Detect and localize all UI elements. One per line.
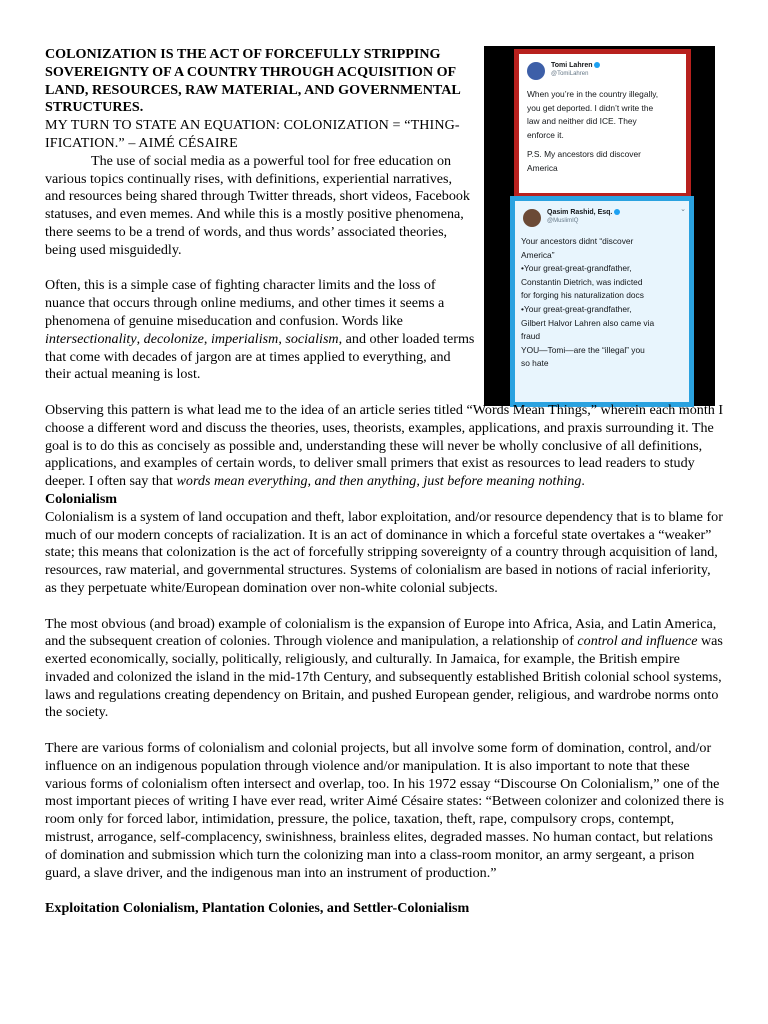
tweet-line: Constantin Dietrich, was indicted [521,276,643,287]
paragraph-words: Often, this is a simple case of fighting character limits and the loss of nuance that occurs through online mediums, and other times it seems a phenomena of genuine miseducation and confusion. Words like intersectionality, decolonize, imperialism, socialism, and other loaded terms that come with decades of jargon are at times applied to everything, and their actual meaning is lost. [45,277,475,383]
tweet-line: •Your great-great-grandfather, [521,263,632,274]
paragraph-series: Observing this pattern is what lead me to the idea of an article series titled “Words Mean Things,” wherein each month I choose a different word and discuss the theories, uses, theorists, examples, applications, and praxis surrounding it. The goal is to do this as concisely as possible and, understanding these will never be wholly conclusive of all definitions, applications, and examples of certain words, to deliver small primers that exist as resources to lead readers to study deeper. I often say that words mean everything, and then anything, just before meaning nothing. [45,401,724,490]
section-title-exploitation: Exploitation Colonialism, Plantation Colonies, and Settler-Colonialism [45,900,470,917]
tweet-author-handle: @TomiLahren [551,71,589,77]
tweet-line: law and neither did ICE. They [527,116,637,127]
tweet-author-name: Tomi Lahren [551,62,593,69]
tweet-line: YOU—Tomi—are the “illegal” you [521,344,645,355]
tweet-line: so hate [521,358,549,369]
tweet-line: When you’re in the country illegally, [527,89,659,99]
tweet-line: fraud [521,331,541,342]
paragraph-example: The most obvious (and broad) example of colonialism is the expansion of Europe into Africa, Asia, and Latin America, and the subsequent creation of colonies. Through violence and manipulation, a relationship of control and influence was exerted economically, socially, politically, religiously, and culturally. In Jamaica, for example, the British empire invaded and colonized the island in the mid-17th Century, and subsequently established British colonial school systems, laws and regulations creating dependency on Britain, and pushed European gender, religious, and wardrobe norms onto the society. [45,615,723,721]
tweet-author-name: Qasim Rashid, Esq. [547,209,613,216]
tweet-line: America” [521,249,555,260]
paragraph-definition: Colonialism is a system of land occupation and theft, labor exploitation, and/or resource dependency that is to blame for much of our modern concepts of racialization. It is an act of dominance in which a forceful state overtakes a “weaker” state; this means that colonization is the act of forcefully stripping sovereignty of a country through acquisition of land, resources, raw material, and governmental structures. Systems of colonialism are based in notions of racial inferiority, as they perpetuate white/European domination over non-white colonial subjects. [45,508,723,596]
tweet-line: •Your great-great-grandfather, [521,303,632,314]
article-heading: COLONIZATION IS THE ACT OF FORCEFULLY STRIPPING SOVEREIGNTY OF A COUNTRY THROUGH ACQUISITION OF LAND, RESOURCES, RAW MATERIAL, AND GOVERNMENTAL STRUCTURES. [45,46,461,116]
tweet-line: enforce it. [527,129,564,140]
tweet-line: America [527,162,558,173]
section-title-colonialism: Colonialism [45,490,118,507]
tweet-line: for forging his naturalization docs [521,290,644,301]
tweet-line: you get deported. I didn’t write the [527,102,654,113]
tweet-line: Gilbert Halvor Lahren also came via [521,317,655,328]
paragraph-forms: There are various forms of colonialism and colonial projects, but all involve some form of domination, control, and/or influence on an indigenous population through violence and/or manipulation. It is also important to note that these various forms of colonialism often intersect and overlap, too. In his 1972 essay “Discourse On Colonialism,” one of the most important pieces of writing I have ever read, writer Aimé Césaire states: “Between colonizer and colonized there is room only for forced labor, intimidation, pressure, the police, taxation, theft, rape, compulsory crops, contempt, mistrust, arrogance, self-complacency, swinishness, brainless elites, degraded masses. No human contact, but relations of domination and submission which turn the colonizing man into a class-room monitor, an army sergeant, a prison guard, a slave driver, and the indigenous man into an instrument of production.” [45,740,724,881]
tweet-line: Your ancestors didnt “discover [521,236,634,246]
chevron-down-icon: ⌄ [680,206,686,213]
tweet-line: P.S. My ancestors did discover [527,149,641,160]
article-subheading: MY TURN TO STATE AN EQUATION: COLONIZATION = “THING-IFICATION.” – AIMÉ CÉSAIRE [45,117,460,151]
intro-paragraph: The use of social media as a powerful tool for free education on various topics continually rises, with definitions, experiential narratives, and resources being shared through Twitter threads, short videos, Facebook statuses, and even memes. And while this is a mostly positive phenomena, there seems to be a trend of words, and thus words’ associated theories, being used misguidedly. [45,152,470,258]
article-body [45,46,725,918]
tweet-author-handle: @MuslimIQ [547,218,579,224]
